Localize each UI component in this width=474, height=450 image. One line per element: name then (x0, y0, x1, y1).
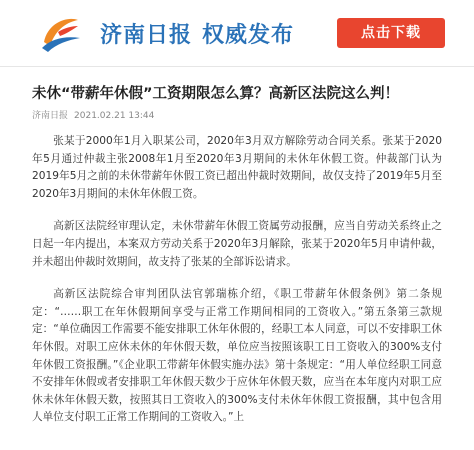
article-source: 济南日报 (32, 111, 69, 121)
brand-name: 济南日报 (100, 23, 193, 48)
article (0, 83, 474, 427)
article-paragraph: 高新区法院综合审判团队法官郭瑞栋介绍，《职工带薪年休假条例》第二条规定：“……职工在年休假期间享受与正常工作期间相同的工资收入。”第五条第三款规定：“单位确因工作需要不能安排职工休年休假的，经职工本人同意，可以不安排职工休年休假。对职工应休未休的年休假天数，单位应当按照该职工日工资收入的300%支付年休假工资报酬。”《企业职工带薪年休假实施办法》第十条规定：“用人单位经职工同意不安排年休假或者安排职工年休假天数少于应休年休假天数，应当在本年度内对职工应休未休年休假天数，按照其日工资收入的300%支付未休年休假工资报酬，其中包含用人单位支付职工正常工作期间的工资收入。”上 (32, 288, 442, 424)
app-header (0, 0, 474, 67)
download-button[interactable]: 点击下载 (337, 18, 445, 48)
article-paragraph: 张某于2000年1月入职某公司，2020年3月双方解除劳动合同关系。张某于2020年5月通过仲裁主张2008年1月至2020年3月期间的未休年休假工资。仲裁部门认为2019年5月之前的未休带薪年休假工资已超出仲裁时效期间，故仅支持了2019年5月至2020年3月期间的未休年休假工资。 (32, 135, 442, 200)
article-title: 未休“带薪年休假”工资期限怎么算？高新区法院这么判！ (32, 86, 400, 102)
brand-slogan: 权威发布 (202, 23, 295, 48)
article-time: 2021.02.21 13:44 (74, 111, 155, 121)
article-meta (32, 109, 442, 123)
brand-title (100, 18, 294, 49)
article-paragraph: 高新区法院经审理认定，未休带薪年休假工资属劳动报酬，应当自劳动关系终止之日起一年内提出，本案双方劳动关系于2020年3月解除，张某于2020年5月申请仲裁，并未超出仲裁时效期间，故支持了张某的全部诉讼请求。 (32, 220, 442, 268)
jinan-daily-logo-icon (38, 12, 82, 54)
